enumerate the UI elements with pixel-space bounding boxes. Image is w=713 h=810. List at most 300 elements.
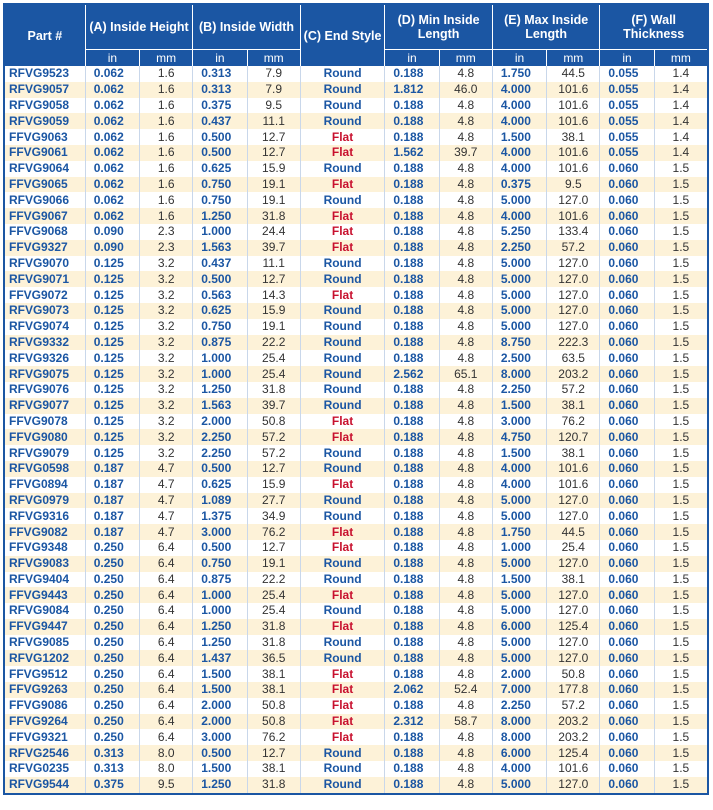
max-length-mm-cell: 127.0 (546, 319, 599, 335)
wall-thickness-mm-cell: 1.5 (654, 382, 707, 398)
table-header (5, 5, 707, 66)
end-style-cell: Round (300, 66, 385, 82)
inside-height-mm-cell: 6.4 (139, 540, 192, 556)
inside-height-mm-cell: 3.2 (139, 414, 192, 430)
inside-height-in-cell: 0.250 (85, 635, 139, 651)
max-length-in-cell: 1.500 (492, 398, 546, 414)
inside-height-mm-cell: 4.7 (139, 461, 192, 477)
part-number-cell: RFVG9073 (5, 303, 85, 319)
part-number-cell: FFVG9086 (5, 698, 85, 714)
inside-height-mm-cell: 1.6 (139, 208, 192, 224)
min-length-in-cell: 0.188 (384, 271, 438, 287)
wall-thickness-mm-cell: 1.5 (654, 350, 707, 366)
end-style-cell: Round (300, 82, 385, 98)
end-style-cell: Round (300, 445, 385, 461)
inside-width-in-cell: 2.250 (192, 445, 246, 461)
inside-height-mm-cell: 6.4 (139, 556, 192, 572)
end-style-cell: Round (300, 256, 385, 272)
min-length-mm-cell: 4.8 (439, 777, 492, 793)
min-length-mm-cell: 4.8 (439, 208, 492, 224)
max-length-in-cell: 5.000 (492, 556, 546, 572)
end-style-cell: Round (300, 572, 385, 588)
max-length-mm-cell: 57.2 (546, 698, 599, 714)
max-length-mm-cell: 38.1 (546, 398, 599, 414)
inside-height-in-cell: 0.250 (85, 682, 139, 698)
inside-width-mm-cell: 12.7 (247, 129, 300, 145)
min-length-mm-cell: 4.8 (439, 98, 492, 114)
max-length-in-cell: 4.000 (492, 761, 546, 777)
inside-height-in-cell: 0.062 (85, 208, 139, 224)
wall-thickness-mm-cell: 1.5 (654, 429, 707, 445)
end-style-cell: Flat (300, 587, 385, 603)
unit-in: in (599, 49, 653, 66)
wall-thickness-in-cell: 0.055 (599, 145, 653, 161)
inside-width-mm-cell: 39.7 (247, 398, 300, 414)
wall-thickness-in-cell: 0.060 (599, 335, 653, 351)
part-number-cell: RFVG9064 (5, 161, 85, 177)
wall-thickness-in-cell: 0.060 (599, 714, 653, 730)
part-number-cell: FFVG9068 (5, 224, 85, 240)
end-style-cell: Flat (300, 208, 385, 224)
min-length-mm-cell: 4.8 (439, 271, 492, 287)
inside-height-in-cell: 0.062 (85, 161, 139, 177)
table-row (5, 524, 707, 540)
inside-width-mm-cell: 25.4 (247, 603, 300, 619)
max-length-in-cell: 0.375 (492, 177, 546, 193)
wall-thickness-mm-cell: 1.5 (654, 319, 707, 335)
min-length-in-cell: 0.188 (384, 398, 438, 414)
table-row (5, 287, 707, 303)
wall-thickness-mm-cell: 1.5 (654, 508, 707, 524)
wall-thickness-mm-cell: 1.5 (654, 761, 707, 777)
max-length-mm-cell: 101.6 (546, 82, 599, 98)
end-style-cell: Round (300, 635, 385, 651)
inside-height-in-cell: 0.250 (85, 666, 139, 682)
inside-height-in-cell: 0.062 (85, 66, 139, 82)
inside-width-in-cell: 0.500 (192, 745, 246, 761)
min-length-in-cell: 0.188 (384, 382, 438, 398)
part-number-cell: RFVG9079 (5, 445, 85, 461)
table-row (5, 224, 707, 240)
inside-width-in-cell: 2.000 (192, 698, 246, 714)
part-number-cell: FFVG9348 (5, 540, 85, 556)
inside-width-mm-cell: 25.4 (247, 366, 300, 382)
wall-thickness-in-cell: 0.060 (599, 745, 653, 761)
min-length-in-cell: 2.562 (384, 366, 438, 382)
wall-thickness-in-cell: 0.060 (599, 540, 653, 556)
part-number-cell: RFVG9058 (5, 98, 85, 114)
min-length-in-cell: 0.188 (384, 177, 438, 193)
inside-width-in-cell: 0.750 (192, 177, 246, 193)
header-end-style: (C) End Style (300, 5, 385, 66)
wall-thickness-in-cell: 0.055 (599, 66, 653, 82)
part-number-cell: FFVG9264 (5, 714, 85, 730)
part-number-cell: FFVG9072 (5, 287, 85, 303)
max-length-in-cell: 5.000 (492, 493, 546, 509)
unit-mm: mm (546, 49, 599, 66)
wall-thickness-in-cell: 0.060 (599, 303, 653, 319)
inside-width-mm-cell: 50.8 (247, 414, 300, 430)
inside-width-in-cell: 1.250 (192, 208, 246, 224)
wall-thickness-in-cell: 0.060 (599, 161, 653, 177)
inside-height-mm-cell: 1.6 (139, 161, 192, 177)
max-length-in-cell: 4.000 (492, 98, 546, 114)
table-row (5, 650, 707, 666)
wall-thickness-mm-cell: 1.5 (654, 729, 707, 745)
table-row (5, 113, 707, 129)
max-length-mm-cell: 203.2 (546, 714, 599, 730)
inside-height-in-cell: 0.125 (85, 429, 139, 445)
inside-width-in-cell: 0.313 (192, 66, 246, 82)
end-style-cell: Round (300, 761, 385, 777)
wall-thickness-mm-cell: 1.5 (654, 698, 707, 714)
table-row (5, 587, 707, 603)
table-row (5, 619, 707, 635)
inside-height-mm-cell: 1.6 (139, 66, 192, 82)
wall-thickness-mm-cell: 1.5 (654, 556, 707, 572)
wall-thickness-mm-cell: 1.5 (654, 414, 707, 430)
max-length-mm-cell: 25.4 (546, 540, 599, 556)
inside-width-mm-cell: 31.8 (247, 635, 300, 651)
inside-width-mm-cell: 11.1 (247, 256, 300, 272)
max-length-in-cell: 2.500 (492, 350, 546, 366)
wall-thickness-in-cell: 0.055 (599, 129, 653, 145)
inside-width-in-cell: 1.089 (192, 493, 246, 509)
inside-height-in-cell: 0.187 (85, 477, 139, 493)
min-length-mm-cell: 4.8 (439, 587, 492, 603)
wall-thickness-mm-cell: 1.5 (654, 619, 707, 635)
table-row (5, 635, 707, 651)
max-length-mm-cell: 127.0 (546, 508, 599, 524)
wall-thickness-in-cell: 0.060 (599, 382, 653, 398)
inside-width-in-cell: 1.250 (192, 382, 246, 398)
min-length-in-cell: 0.188 (384, 113, 438, 129)
inside-height-in-cell: 0.125 (85, 303, 139, 319)
inside-width-mm-cell: 31.8 (247, 382, 300, 398)
max-length-in-cell: 1.000 (492, 540, 546, 556)
inside-height-in-cell: 0.250 (85, 650, 139, 666)
max-length-mm-cell: 120.7 (546, 429, 599, 445)
max-length-mm-cell: 38.1 (546, 129, 599, 145)
max-length-in-cell: 4.000 (492, 477, 546, 493)
inside-width-in-cell: 0.625 (192, 477, 246, 493)
unit-in: in (192, 49, 246, 66)
end-style-cell: Flat (300, 145, 385, 161)
inside-height-in-cell: 0.125 (85, 366, 139, 382)
wall-thickness-mm-cell: 1.5 (654, 256, 707, 272)
inside-width-in-cell: 2.000 (192, 714, 246, 730)
min-length-mm-cell: 4.8 (439, 177, 492, 193)
part-number-cell: FFVG9082 (5, 524, 85, 540)
max-length-in-cell: 8.000 (492, 714, 546, 730)
end-style-cell: Round (300, 366, 385, 382)
inside-height-in-cell: 0.250 (85, 587, 139, 603)
wall-thickness-in-cell: 0.055 (599, 82, 653, 98)
min-length-mm-cell: 4.8 (439, 635, 492, 651)
part-number-cell: FFVG9063 (5, 129, 85, 145)
max-length-in-cell: 5.000 (492, 192, 546, 208)
inside-width-mm-cell: 15.9 (247, 161, 300, 177)
max-length-in-cell: 5.000 (492, 587, 546, 603)
unit-mm: mm (439, 49, 492, 66)
wall-thickness-in-cell: 0.060 (599, 666, 653, 682)
inside-width-mm-cell: 38.1 (247, 682, 300, 698)
table-row (5, 177, 707, 193)
wall-thickness-mm-cell: 1.5 (654, 271, 707, 287)
min-length-mm-cell: 4.8 (439, 666, 492, 682)
inside-height-in-cell: 0.125 (85, 271, 139, 287)
min-length-in-cell: 0.188 (384, 493, 438, 509)
spec-table (3, 3, 709, 795)
part-number-cell: RFVG9071 (5, 271, 85, 287)
inside-width-in-cell: 0.750 (192, 192, 246, 208)
table-body (5, 66, 707, 793)
inside-width-in-cell: 0.313 (192, 82, 246, 98)
min-length-mm-cell: 4.8 (439, 603, 492, 619)
wall-thickness-in-cell: 0.060 (599, 429, 653, 445)
min-length-in-cell: 0.188 (384, 777, 438, 793)
wall-thickness-mm-cell: 1.4 (654, 66, 707, 82)
inside-height-in-cell: 0.125 (85, 398, 139, 414)
wall-thickness-in-cell: 0.060 (599, 777, 653, 793)
inside-height-mm-cell: 3.2 (139, 366, 192, 382)
max-length-in-cell: 4.000 (492, 161, 546, 177)
inside-width-mm-cell: 12.7 (247, 540, 300, 556)
min-length-mm-cell: 4.8 (439, 350, 492, 366)
table-row (5, 745, 707, 761)
end-style-cell: Flat (300, 698, 385, 714)
inside-width-mm-cell: 36.5 (247, 650, 300, 666)
inside-height-mm-cell: 2.3 (139, 224, 192, 240)
inside-height-mm-cell: 1.6 (139, 145, 192, 161)
wall-thickness-mm-cell: 1.5 (654, 303, 707, 319)
inside-width-in-cell: 1.000 (192, 224, 246, 240)
min-length-in-cell: 0.188 (384, 650, 438, 666)
inside-height-mm-cell: 3.2 (139, 256, 192, 272)
header-part: Part # (5, 5, 85, 66)
end-style-cell: Flat (300, 177, 385, 193)
inside-height-mm-cell: 3.2 (139, 271, 192, 287)
max-length-mm-cell: 177.8 (546, 682, 599, 698)
inside-width-in-cell: 1.375 (192, 508, 246, 524)
part-number-cell: RFVG1202 (5, 650, 85, 666)
end-style-cell: Round (300, 508, 385, 524)
inside-width-mm-cell: 34.9 (247, 508, 300, 524)
inside-height-mm-cell: 4.7 (139, 524, 192, 540)
min-length-in-cell: 0.188 (384, 224, 438, 240)
max-length-mm-cell: 63.5 (546, 350, 599, 366)
max-length-in-cell: 5.250 (492, 224, 546, 240)
max-length-mm-cell: 127.0 (546, 256, 599, 272)
inside-width-mm-cell: 14.3 (247, 287, 300, 303)
min-length-in-cell: 0.188 (384, 745, 438, 761)
max-length-in-cell: 8.750 (492, 335, 546, 351)
wall-thickness-in-cell: 0.055 (599, 113, 653, 129)
inside-width-in-cell: 1.500 (192, 761, 246, 777)
wall-thickness-in-cell: 0.060 (599, 287, 653, 303)
max-length-in-cell: 4.000 (492, 145, 546, 161)
wall-thickness-in-cell: 0.060 (599, 366, 653, 382)
max-length-mm-cell: 222.3 (546, 335, 599, 351)
inside-height-mm-cell: 6.4 (139, 698, 192, 714)
wall-thickness-mm-cell: 1.5 (654, 161, 707, 177)
min-length-mm-cell: 4.8 (439, 524, 492, 540)
table-row (5, 350, 707, 366)
inside-width-in-cell: 0.563 (192, 287, 246, 303)
end-style-cell: Round (300, 192, 385, 208)
inside-width-mm-cell: 12.7 (247, 145, 300, 161)
min-length-mm-cell: 4.8 (439, 556, 492, 572)
inside-width-in-cell: 1.000 (192, 587, 246, 603)
min-length-in-cell: 0.188 (384, 66, 438, 82)
inside-width-mm-cell: 25.4 (247, 587, 300, 603)
table-row (5, 82, 707, 98)
inside-width-mm-cell: 50.8 (247, 698, 300, 714)
inside-height-in-cell: 0.125 (85, 287, 139, 303)
max-length-mm-cell: 101.6 (546, 208, 599, 224)
min-length-in-cell: 0.188 (384, 192, 438, 208)
inside-height-mm-cell: 1.6 (139, 192, 192, 208)
part-number-cell: RFVG9085 (5, 635, 85, 651)
inside-height-in-cell: 0.250 (85, 619, 139, 635)
min-length-mm-cell: 4.8 (439, 745, 492, 761)
inside-height-in-cell: 0.187 (85, 524, 139, 540)
table-row (5, 540, 707, 556)
max-length-in-cell: 8.000 (492, 729, 546, 745)
inside-height-mm-cell: 3.2 (139, 350, 192, 366)
min-length-mm-cell: 4.8 (439, 572, 492, 588)
min-length-mm-cell: 4.8 (439, 429, 492, 445)
max-length-in-cell: 5.000 (492, 319, 546, 335)
min-length-in-cell: 0.188 (384, 729, 438, 745)
max-length-in-cell: 5.000 (492, 271, 546, 287)
max-length-mm-cell: 127.0 (546, 303, 599, 319)
min-length-mm-cell: 4.8 (439, 129, 492, 145)
min-length-in-cell: 2.062 (384, 682, 438, 698)
wall-thickness-in-cell: 0.060 (599, 729, 653, 745)
part-number-cell: RFVG0235 (5, 761, 85, 777)
table-row (5, 398, 707, 414)
end-style-cell: Round (300, 161, 385, 177)
max-length-mm-cell: 127.0 (546, 493, 599, 509)
end-style-cell: Round (300, 777, 385, 793)
min-length-in-cell: 2.312 (384, 714, 438, 730)
unit-in: in (492, 49, 546, 66)
min-length-mm-cell: 4.8 (439, 398, 492, 414)
part-number-cell: RFVG9057 (5, 82, 85, 98)
min-length-mm-cell: 4.8 (439, 414, 492, 430)
end-style-cell: Flat (300, 540, 385, 556)
end-style-cell: Round (300, 350, 385, 366)
min-length-mm-cell: 58.7 (439, 714, 492, 730)
wall-thickness-mm-cell: 1.4 (654, 98, 707, 114)
table-row (5, 129, 707, 145)
min-length-mm-cell: 4.8 (439, 303, 492, 319)
max-length-mm-cell: 127.0 (546, 635, 599, 651)
inside-height-in-cell: 0.313 (85, 745, 139, 761)
max-length-in-cell: 2.250 (492, 240, 546, 256)
inside-height-mm-cell: 6.4 (139, 572, 192, 588)
min-length-in-cell: 0.188 (384, 161, 438, 177)
inside-height-in-cell: 0.125 (85, 350, 139, 366)
table-row (5, 208, 707, 224)
part-number-cell: RFVG9059 (5, 113, 85, 129)
inside-height-mm-cell: 1.6 (139, 82, 192, 98)
inside-height-mm-cell: 4.7 (139, 477, 192, 493)
inside-width-mm-cell: 50.8 (247, 714, 300, 730)
inside-height-in-cell: 0.375 (85, 777, 139, 793)
wall-thickness-in-cell: 0.060 (599, 177, 653, 193)
inside-height-mm-cell: 1.6 (139, 129, 192, 145)
inside-width-in-cell: 1.500 (192, 682, 246, 698)
part-number-cell: RFVG0979 (5, 493, 85, 509)
min-length-mm-cell: 4.8 (439, 477, 492, 493)
inside-width-in-cell: 0.437 (192, 113, 246, 129)
inside-width-mm-cell: 7.9 (247, 66, 300, 82)
wall-thickness-in-cell: 0.060 (599, 224, 653, 240)
header-inside-height: (A) Inside Height (85, 5, 193, 49)
inside-width-mm-cell: 19.1 (247, 556, 300, 572)
inside-height-in-cell: 0.250 (85, 572, 139, 588)
min-length-in-cell: 0.188 (384, 256, 438, 272)
part-number-cell: RFVG9523 (5, 66, 85, 82)
end-style-cell: Round (300, 556, 385, 572)
min-length-mm-cell: 4.8 (439, 445, 492, 461)
unit-mm: mm (247, 49, 300, 66)
inside-height-in-cell: 0.187 (85, 493, 139, 509)
inside-height-mm-cell: 6.4 (139, 619, 192, 635)
wall-thickness-mm-cell: 1.5 (654, 493, 707, 509)
max-length-mm-cell: 38.1 (546, 445, 599, 461)
min-length-in-cell: 0.188 (384, 666, 438, 682)
min-length-in-cell: 0.188 (384, 587, 438, 603)
inside-width-mm-cell: 19.1 (247, 192, 300, 208)
inside-height-mm-cell: 1.6 (139, 113, 192, 129)
min-length-mm-cell: 4.8 (439, 461, 492, 477)
end-style-cell: Flat (300, 429, 385, 445)
inside-height-in-cell: 0.125 (85, 335, 139, 351)
min-length-mm-cell: 4.8 (439, 240, 492, 256)
wall-thickness-in-cell: 0.060 (599, 619, 653, 635)
unit-mm: mm (654, 49, 707, 66)
inside-width-mm-cell: 15.9 (247, 477, 300, 493)
inside-height-mm-cell: 8.0 (139, 745, 192, 761)
max-length-mm-cell: 125.4 (546, 745, 599, 761)
inside-height-mm-cell: 3.2 (139, 382, 192, 398)
wall-thickness-in-cell: 0.060 (599, 414, 653, 430)
wall-thickness-mm-cell: 1.4 (654, 82, 707, 98)
max-length-mm-cell: 50.8 (546, 666, 599, 682)
inside-width-mm-cell: 7.9 (247, 82, 300, 98)
table-row (5, 666, 707, 682)
min-length-mm-cell: 4.8 (439, 729, 492, 745)
inside-width-mm-cell: 15.9 (247, 303, 300, 319)
inside-height-mm-cell: 3.2 (139, 445, 192, 461)
max-length-mm-cell: 203.2 (546, 366, 599, 382)
wall-thickness-in-cell: 0.060 (599, 256, 653, 272)
table-row (5, 461, 707, 477)
min-length-mm-cell: 4.8 (439, 650, 492, 666)
table-row (5, 414, 707, 430)
max-length-in-cell: 4.000 (492, 113, 546, 129)
inside-width-mm-cell: 31.8 (247, 777, 300, 793)
min-length-in-cell: 0.188 (384, 240, 438, 256)
wall-thickness-in-cell: 0.060 (599, 556, 653, 572)
wall-thickness-mm-cell: 1.5 (654, 240, 707, 256)
end-style-cell: Flat (300, 682, 385, 698)
part-number-cell: RFVG9332 (5, 335, 85, 351)
inside-width-in-cell: 0.500 (192, 461, 246, 477)
